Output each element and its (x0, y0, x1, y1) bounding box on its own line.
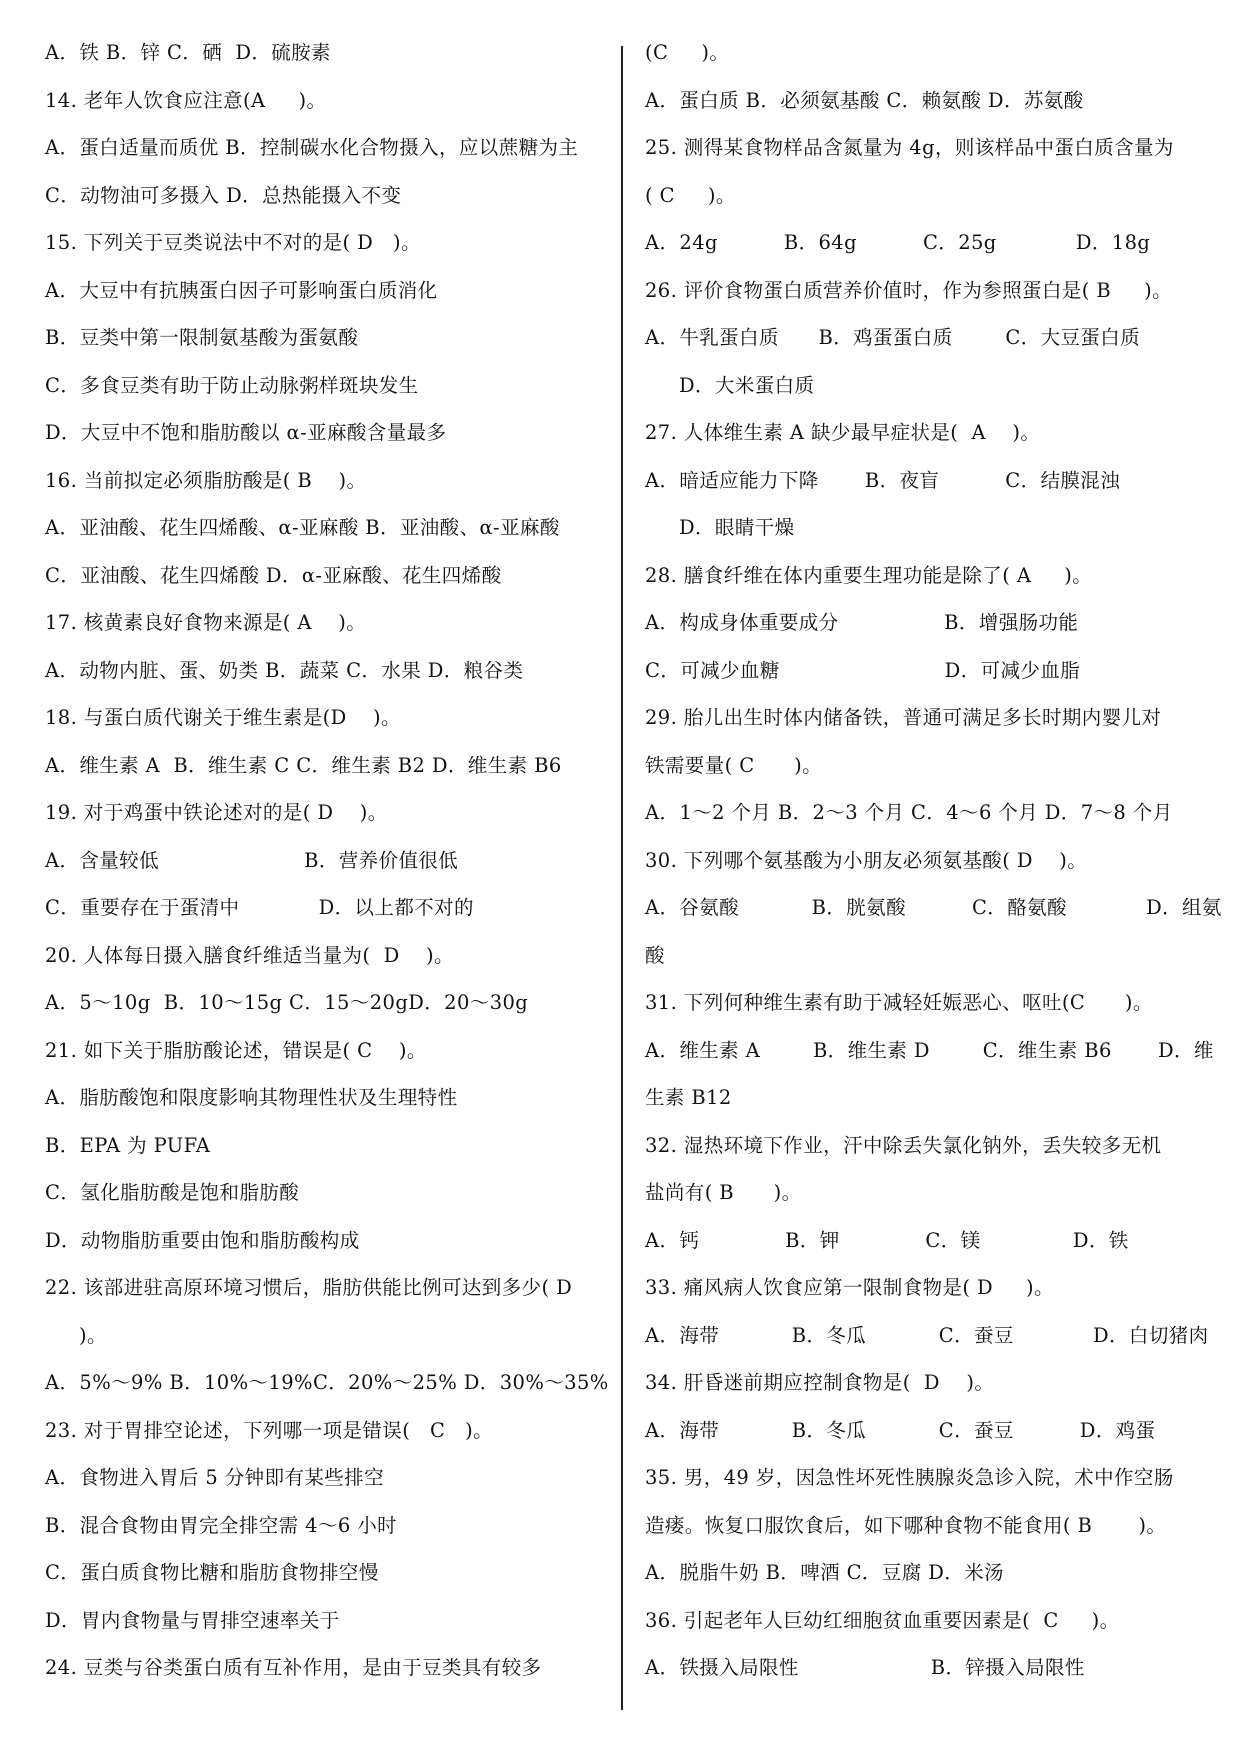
text-line: C．重要存在于蛋清中 D．以上都不对的 (45, 896, 474, 919)
text-line: A．5～10g B．10～15g C．15～20gD．20～30g (45, 991, 529, 1014)
text-line: 33. 痛风病人饮食应第一限制食物是( D )。 (645, 1276, 1054, 1299)
text-line: 24. 豆类与谷类蛋白质有互补作用，是由于豆类具有较多 (45, 1656, 542, 1679)
text-line: A．钙 B．钾 C．镁 D．铁 (645, 1228, 1129, 1252)
text-line: A．脂肪酸饱和限度影响其物理性状及生理特性 (45, 1086, 458, 1109)
text-line: D．眼睛干燥 (679, 516, 795, 539)
text-line: 造瘘。恢复口服饮食后，如下哪种食物不能食用( B )。 (645, 1513, 1167, 1537)
text-line: 18. 与蛋白质代谢关于维生素是(D )。 (45, 706, 401, 729)
text-line: (C )。 (645, 41, 730, 64)
text-line: A．1～2 个月 B．2～3 个月 C．4～6 个月 D．7～8 个月 (645, 801, 1173, 824)
text-line: A．含量较低 B．营养价值很低 (45, 848, 459, 872)
text-line: C．氢化脂肪酸是饱和脂肪酸 (45, 1181, 300, 1204)
text-line: A．亚油酸、花生四烯酸、α-亚麻酸 B．亚油酸、α-亚麻酸 (45, 516, 560, 539)
text-line: D．动物脂肪重要由饱和脂肪酸构成 (45, 1228, 360, 1252)
text-line: B．豆类中第一限制氨基酸为蛋氨酸 (45, 326, 359, 349)
text-line: 22. 该部进驻高原环境习惯后，脂肪供能比例可达到多少( D (45, 1276, 573, 1299)
text-line: A．大豆中有抗胰蛋白因子可影响蛋白质消化 (45, 278, 438, 302)
text-line: C．亚油酸、花生四烯酸 D．α-亚麻酸、花生四烯酸 (45, 563, 502, 587)
text-line: A．构成身体重要成分 B．增强肠功能 (645, 611, 1079, 634)
text-line: A．暗适应能力下降 B．夜盲 C．结膜混浊 (645, 468, 1121, 492)
text-line: A．5%～9% B．10%～19%C．20%～25% D．30%～35% (45, 1371, 609, 1394)
text-line: 17. 核黄素良好食物来源是( A )。 (45, 611, 367, 634)
text-line: 16. 当前拟定必须脂肪酸是( B )。 (45, 468, 367, 492)
text-line: 25. 测得某食物样品含氮量为 4g，则该样品中蛋白质含量为 (645, 136, 1174, 159)
text-line: 30. 下列哪个氨基酸为小朋友必须氨基酸( D )。 (645, 848, 1088, 872)
text-line: A．维生素 A B．维生素 D C．维生素 B6 D．维 (645, 1038, 1214, 1062)
text-line: D．胃内食物量与胃排空速率关于 (45, 1608, 340, 1632)
text-line: 生素 B12 (645, 1086, 732, 1109)
text-line: 27. 人体维生素 A 缺少最早症状是( A )。 (645, 421, 1041, 444)
column-divider (621, 46, 623, 1710)
text-line: A．牛乳蛋白质 B．鸡蛋蛋白质 C．大豆蛋白质 (645, 326, 1141, 349)
text-line: )。 (79, 1323, 107, 1347)
text-line: B．EPA 为 PUFA (45, 1133, 211, 1157)
text-line: 32. 湿热环境下作业，汗中除丢失氯化钠外，丢失较多无机 (645, 1133, 1162, 1157)
text-line: A．动物内脏、蛋、奶类 B．蔬菜 C．水果 D．粮谷类 (45, 658, 524, 682)
text-line: A．蛋白适量而质优 B．控制碳水化合物摄入，应以蔗糖为主 (45, 136, 579, 159)
text-line: 35. 男，49 岁，因急性坏死性胰腺炎急诊入院，术中作空肠 (645, 1466, 1174, 1489)
left-column (45, 29, 609, 1692)
text-line: A．脱脂牛奶 B．啤酒 C．豆腐 D．米汤 (645, 1561, 1004, 1584)
text-line: B．混合食物由胃完全排空需 4～6 小时 (45, 1513, 398, 1537)
text-line: 34. 肝昏迷前期应控制食物是( D )。 (645, 1371, 995, 1394)
text-line: A．维生素 A B．维生素 C C．维生素 B2 D．维生素 B6 (45, 753, 562, 777)
text-line: C．多食豆类有助于防止动脉粥样斑块发生 (45, 373, 419, 397)
text-line: A．蛋白质 B．必须氨基酸 C．赖氨酸 D．苏氨酸 (645, 88, 1084, 112)
text-line: 铁需要量( C )。 (645, 753, 823, 777)
text-line: 28. 膳食纤维在体内重要生理功能是除了( A )。 (645, 563, 1093, 587)
text-line: 15. 下列关于豆类说法中不对的是( D )。 (45, 231, 421, 254)
text-line: 盐尚有( B )。 (645, 1181, 802, 1204)
text-line: 26. 评价食物蛋白质营养价值时，作为参照蛋白是( B )。 (645, 278, 1173, 302)
text-line: 14. 老年人饮食应注意(A )。 (45, 88, 327, 112)
text-line: C．可减少血糖 D．可减少血脂 (645, 658, 1081, 682)
text-line: 19. 对于鸡蛋中铁论述对的是( D )。 (45, 801, 388, 824)
right-column (645, 29, 1222, 1692)
text-line: D．大豆中不饱和脂肪酸以 α-亚麻酸含量最多 (45, 421, 447, 444)
text-line: 29. 胎儿出生时体内储备铁，普通可满足多长时期内婴儿对 (645, 706, 1162, 729)
text-line: A．谷氨酸 B．胱氨酸 C．酪氨酸 D．组氨 (645, 896, 1222, 919)
text-line: A．食物进入胃后 5 分钟即有某些排空 (45, 1466, 384, 1489)
text-line: 20. 人体每日摄入膳食纤维适当量为( D )。 (45, 943, 454, 967)
text-line: ( C )。 (645, 183, 736, 207)
text-line: D．大米蛋白质 (679, 373, 815, 397)
text-line: 酸 (645, 943, 665, 967)
text-line: A．海带 B．冬瓜 C．蚕豆 D．鸡蛋 (645, 1418, 1156, 1442)
text-line: A．铁 B．锌 C．硒 D．硫胺素 (45, 41, 331, 64)
text-line: C．动物油可多摄入 D．总热能摄入不变 (45, 183, 402, 207)
text-line: A．海带 B．冬瓜 C．蚕豆 D．白切猪肉 (645, 1323, 1209, 1347)
text-line: C．蛋白质食物比糖和脂肪食物排空慢 (45, 1561, 379, 1584)
text-line: 21. 如下关于脂肪酸论述，错误是( C )。 (45, 1038, 427, 1062)
text-line: 31. 下列何种维生素有助于减轻妊娠恶心、呕吐(C )。 (645, 991, 1153, 1014)
text-line: 36. 引起老年人巨幼红细胞贫血重要因素是( C )。 (645, 1608, 1120, 1632)
text-line: A．铁摄入局限性 B．锌摄入局限性 (645, 1656, 1085, 1679)
text-line: A．24g B．64g C．25g D．18g (645, 231, 1151, 254)
text-line: 23. 对于胃排空论述，下列哪一项是错误( C )。 (45, 1418, 494, 1442)
